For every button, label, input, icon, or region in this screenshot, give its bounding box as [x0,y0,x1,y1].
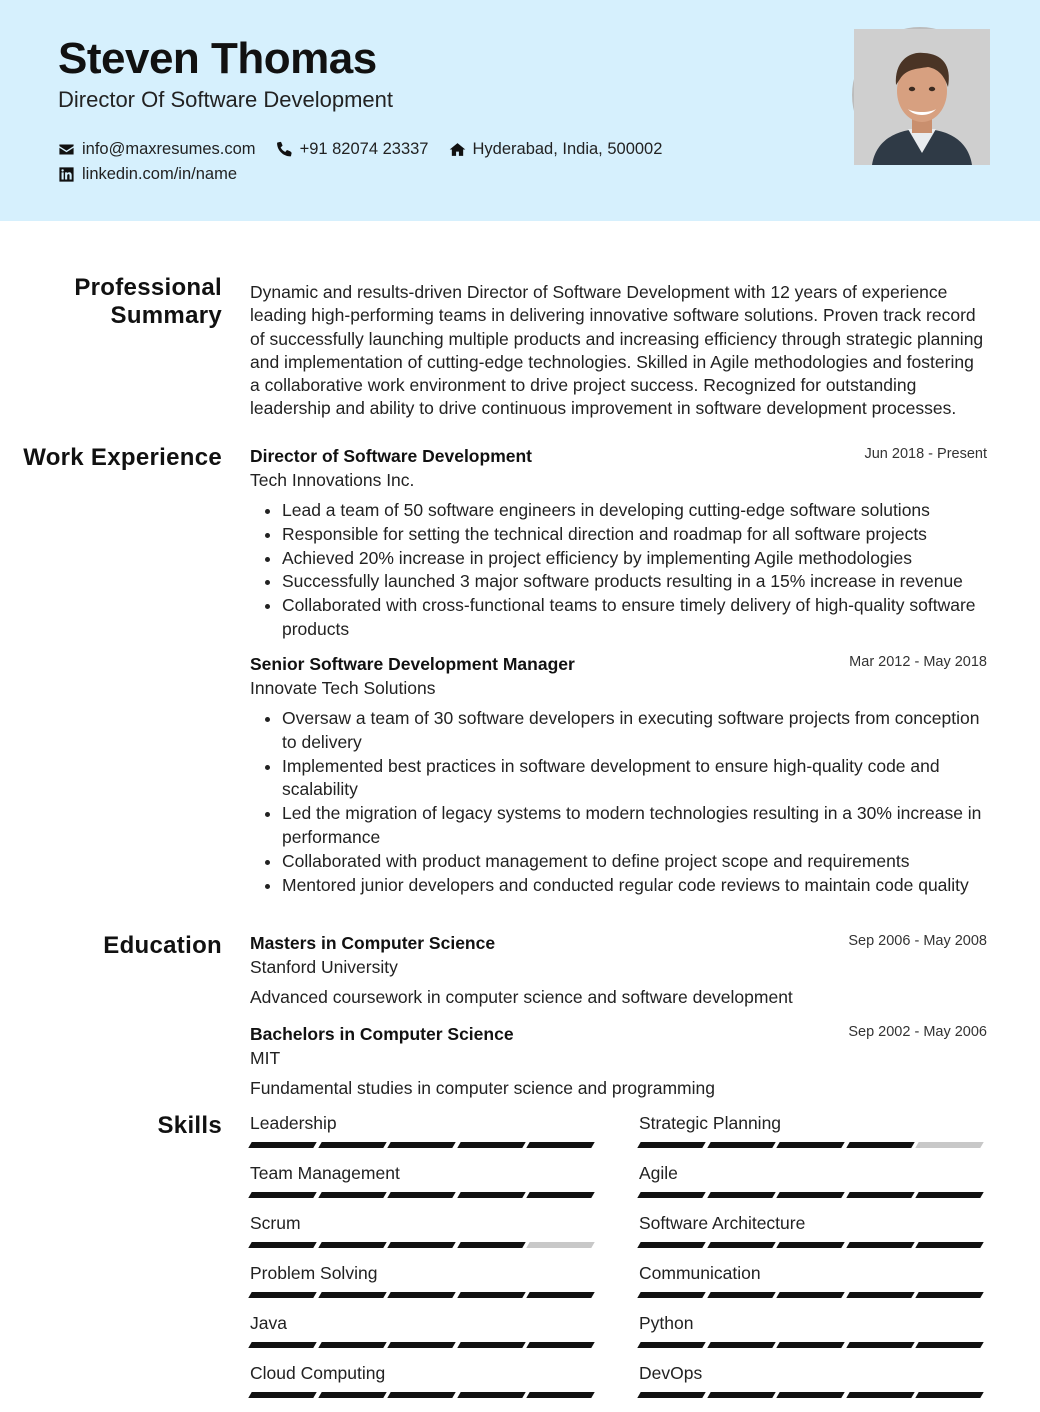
skill-level-segment-filled [387,1292,456,1298]
skills-grid [250,1112,987,1412]
education-entry [250,933,987,1009]
skill-item [639,1162,987,1212]
skill-level-segment-filled [527,1142,596,1148]
skill-level-segment-filled [318,1292,387,1298]
experience-entry [250,446,987,642]
skill-level-segment-filled [527,1342,596,1348]
skill-level-segment-filled [457,1342,526,1348]
skill-level-bar [250,1142,598,1148]
skill-level-segment-filled [846,1192,915,1198]
home-icon [449,141,466,158]
contact-email[interactable] [58,140,256,159]
skill-level-segment-filled [457,1192,526,1198]
skill-name: Leadership [250,1113,337,1133]
skill-item [250,1212,598,1262]
contact-linkedin[interactable] [58,165,237,184]
skill-level-segment-filled [387,1242,456,1248]
section-title-education: Education [103,932,222,959]
skill-name: Communication [639,1263,761,1283]
candidate-name: Steven Thomas [58,34,377,83]
list-item: • Collaborated with product management to define project scope and requirements [282,850,987,874]
skill-level-segment-filled [916,1242,985,1248]
skill-level-bar [639,1342,987,1348]
section-title-skills: Skills [157,1112,222,1139]
profile-photo [852,27,988,163]
skill-level-segment-filled [387,1142,456,1148]
resume-header [0,0,1040,221]
entry-header [250,654,987,676]
skill-level-segment-filled [248,1342,317,1348]
skill-item [250,1312,598,1362]
skill-level-segment-filled [248,1192,317,1198]
skill-level-segment-filled [776,1392,845,1398]
skill-level-segment-filled [846,1292,915,1298]
skill-level-segment-filled [527,1192,596,1198]
job-title: Senior Software Development Manager [250,654,575,674]
linkedin-icon [58,166,75,183]
skill-name: Agile [639,1163,678,1183]
skill-level-segment-filled [637,1192,706,1198]
school-name: Stanford University [250,957,398,977]
skill-level-segment-filled [457,1292,526,1298]
skill-level-bar [250,1192,598,1198]
skill-level-bar [250,1292,598,1298]
skill-level-segment-filled [776,1292,845,1298]
list-item: • Responsible for setting the technical direction and roadmap for all software projects [282,523,987,547]
experience-entry [250,654,987,897]
skill-level-segment-filled [776,1342,845,1348]
skill-item [250,1362,598,1412]
section-title-summary: Professional Summary [74,274,222,329]
skill-level-segment-filled [248,1292,317,1298]
skill-name: Software Architecture [639,1213,806,1233]
skill-level-bar [250,1342,598,1348]
skill-level-segment-filled [707,1342,776,1348]
skill-level-segment-empty [916,1142,985,1148]
skill-level-segment-filled [637,1242,706,1248]
summary-text: Dynamic and results-driven Director of Software Development with 12 years of experience leading high-performing teams in delivering innovative software solutions. Proven track record of successfully launching multiple products and increasing efficiency through strategic planning and implementation of cutting-edge technologies. Skilled in Agile methodologies and fostering a collaborative work environment to drive project success. Recognized for outstanding leadership and ability to drive continuous improvement in software development processes. [250,282,984,419]
job-dates: Jun 2018 - Present [864,446,987,462]
skill-item [250,1262,598,1312]
skill-level-segment-filled [387,1342,456,1348]
education-description: Advanced coursework in computer science and software development [250,987,793,1007]
list-item: • Mentored junior developers and conducted regular code reviews to maintain code quality [282,874,987,898]
list-item: • Oversaw a team of 30 software developers in executing software projects from conception to delivery [282,707,987,755]
skill-item [639,1262,987,1312]
skill-level-segment-filled [318,1242,387,1248]
entry-header [250,933,987,955]
job-title: Director of Software Development [250,446,532,466]
email-text: info@maxresumes.com [82,140,256,158]
address-text: Hyderabad, India, 500002 [472,140,663,158]
skills-section [250,1112,987,1383]
job-bullets [250,499,987,642]
skill-level-segment-filled [637,1142,706,1148]
skill-level-segment-filled [776,1242,845,1248]
school-name: MIT [250,1048,281,1068]
contact-row [58,140,682,159]
education-entry [250,1024,987,1100]
skill-name: DevOps [639,1363,703,1383]
list-item: • Successfully launched 3 major software products resulting in a 15% increase in revenue [282,570,987,594]
skill-level-segment-filled [248,1392,317,1398]
skill-item [639,1362,987,1412]
education-description: Fundamental studies in computer science and programming [250,1078,715,1098]
job-dates: Mar 2012 - May 2018 [849,654,987,670]
skill-item [250,1162,598,1212]
skill-level-segment-filled [527,1292,596,1298]
skill-name: Strategic Planning [639,1113,782,1133]
skill-level-segment-filled [776,1192,845,1198]
skill-level-segment-filled [457,1242,526,1248]
linkedin-text: linkedin.com/in/name [82,165,237,183]
skill-level-segment-filled [707,1292,776,1298]
skill-name: Python [639,1313,694,1333]
skill-level-bar [639,1292,987,1298]
skill-level-bar [639,1242,987,1248]
skill-level-segment-filled [916,1342,985,1348]
contact-row-2 [58,165,257,184]
envelope-icon [58,141,75,158]
skill-level-segment-filled [916,1192,985,1198]
skill-item [639,1112,987,1162]
skill-level-segment-filled [457,1392,526,1398]
skill-name: Java [250,1313,287,1333]
summary-section [250,281,987,421]
skill-level-segment-filled [776,1142,845,1148]
list-item: • Lead a team of 50 software engineers in developing cutting-edge software solutions [282,499,987,523]
candidate-title: Director Of Software Development [58,87,394,112]
entry-header [250,1024,987,1046]
skill-name: Scrum [250,1213,301,1233]
skill-name: Problem Solving [250,1263,378,1283]
skill-name: Cloud Computing [250,1363,386,1383]
skill-level-segment-filled [248,1142,317,1148]
list-item: • Collaborated with cross-functional teams to ensure timely delivery of high-quality software products [282,594,987,642]
list-item: • Implemented best practices in software development to ensure high-quality code and scalability [282,755,987,803]
skill-level-bar [639,1142,987,1148]
skill-level-segment-filled [637,1342,706,1348]
list-item: • Achieved 20% increase in project efficiency by implementing Agile methodologies [282,547,987,571]
skill-level-segment-filled [457,1142,526,1148]
company-name: Innovate Tech Solutions [250,678,436,698]
phone-icon [276,141,293,158]
phone-text: +91 82074 23337 [299,140,429,158]
skill-level-bar [639,1392,987,1398]
skill-level-segment-filled [387,1192,456,1198]
skill-level-segment-filled [318,1342,387,1348]
skill-level-segment-filled [707,1192,776,1198]
list-item: • Led the migration of legacy systems to modern technologies resulting in a 30% increase in performance [282,802,987,850]
skill-level-segment-filled [846,1342,915,1348]
skill-level-segment-filled [637,1392,706,1398]
skill-level-segment-filled [707,1242,776,1248]
skill-level-segment-filled [846,1142,915,1148]
skill-item [639,1212,987,1262]
education-dates: Sep 2006 - May 2008 [848,933,987,949]
job-bullets [250,707,987,897]
skill-level-segment-filled [318,1142,387,1148]
skill-level-segment-empty [527,1242,596,1248]
contact-address [449,140,663,159]
skill-level-segment-filled [707,1142,776,1148]
skill-level-bar [250,1242,598,1248]
degree-title: Bachelors in Computer Science [250,1024,514,1044]
section-title-experience: Work Experience [23,444,222,471]
skill-name: Team Management [250,1163,400,1183]
skill-level-segment-filled [916,1292,985,1298]
skill-level-segment-filled [387,1392,456,1398]
skill-level-segment-filled [318,1192,387,1198]
skill-item [639,1312,987,1362]
skill-item [250,1112,598,1162]
skill-level-segment-filled [846,1242,915,1248]
skill-level-bar [250,1392,598,1398]
entry-header [250,446,987,468]
company-name: Tech Innovations Inc. [250,470,415,490]
skill-level-segment-filled [637,1292,706,1298]
skill-level-segment-filled [707,1392,776,1398]
skill-level-segment-filled [527,1392,596,1398]
skill-level-segment-filled [248,1242,317,1248]
contact-phone[interactable] [276,140,429,159]
degree-title: Masters in Computer Science [250,933,496,953]
education-dates: Sep 2002 - May 2006 [848,1024,987,1040]
skill-level-bar [639,1192,987,1198]
skill-level-segment-filled [318,1392,387,1398]
skill-level-segment-filled [916,1392,985,1398]
skill-level-segment-filled [846,1392,915,1398]
